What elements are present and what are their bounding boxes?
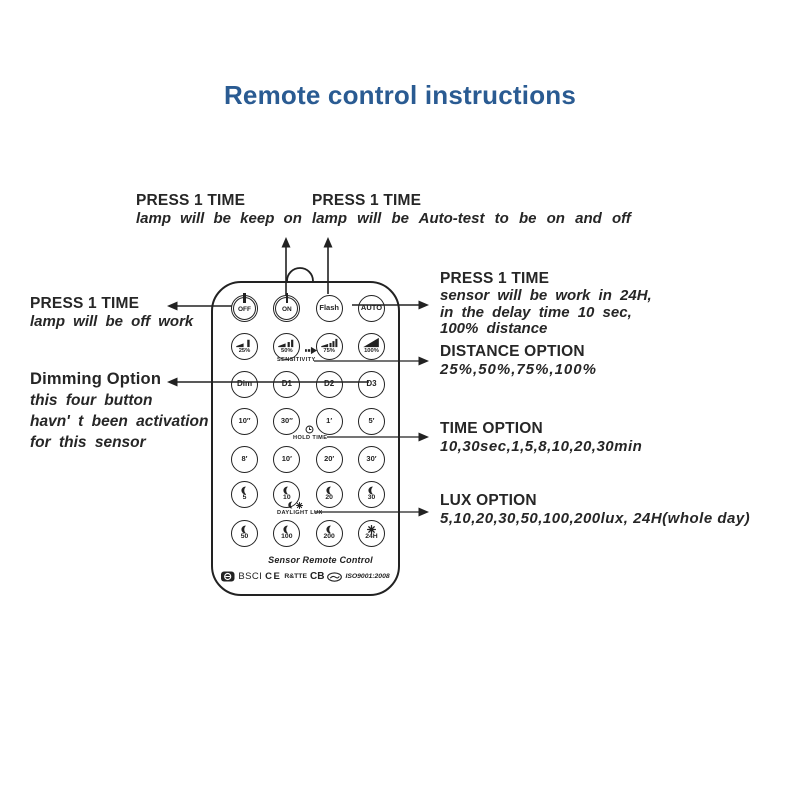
button-label: 30″	[280, 416, 293, 426]
annotation-heading: Dimming Option	[30, 370, 162, 388]
annotation-heading: TIME OPTION	[440, 420, 543, 437]
annotation-body-line: havn' t been activation	[30, 413, 209, 430]
button-label: 8′	[241, 454, 248, 464]
certification-row	[221, 571, 390, 582]
button-label: Dim	[236, 379, 253, 388]
signal-bars-3-icon	[321, 337, 338, 348]
button-label: 10″	[238, 416, 251, 426]
button-dim[interactable]	[231, 371, 258, 398]
button-sens-100[interactable]	[358, 333, 385, 360]
button-label: AUTO	[360, 303, 383, 313]
button-on[interactable]	[273, 295, 300, 322]
button-label: 1′	[326, 416, 333, 426]
button-label: 20′	[324, 454, 335, 464]
annotation-lamp-on	[136, 192, 302, 227]
button-time-10m[interactable]	[273, 446, 300, 473]
hold-time-label: HOLD TIME	[293, 435, 328, 441]
annotation-distance	[440, 343, 597, 378]
annotation-body: 25%,50%,75%,100%	[440, 361, 597, 378]
cb-mark: CB	[309, 571, 325, 582]
button-lux-50[interactable]	[231, 520, 258, 547]
annotation-heading: PRESS 1 TIME	[30, 295, 140, 312]
iso-mark: ISO9001:2008	[345, 573, 390, 580]
button-label: 200	[323, 533, 335, 541]
button-label: 25%	[238, 347, 251, 354]
button-label: 30	[367, 494, 376, 502]
button-label: ON	[281, 306, 292, 314]
annotation-body-line: 100% distance	[440, 320, 548, 337]
button-lux-20[interactable]	[316, 481, 343, 508]
button-row	[231, 295, 385, 322]
remote-control-illustration	[211, 281, 400, 596]
button-off[interactable]	[231, 295, 258, 322]
bsci-mark: BSCI	[238, 571, 263, 582]
button-flash[interactable]	[316, 295, 343, 322]
annotation-body: 10,30sec,1,5,8,10,20,30min	[440, 438, 643, 455]
tuv-logo-icon	[221, 571, 235, 582]
annotation-heading: LUX OPTION	[440, 492, 537, 509]
button-lux-5[interactable]	[231, 481, 258, 508]
annotation-time	[440, 420, 642, 455]
button-label: 50	[240, 533, 249, 541]
annotation-flash	[312, 192, 631, 227]
button-label: 5	[242, 494, 247, 502]
page-title: Remote control instructions	[223, 80, 577, 110]
button-label: 75%	[323, 347, 335, 354]
annotation-body: lamp will be Auto-test to be on and off	[312, 210, 631, 227]
button-time-1m[interactable]	[316, 408, 343, 435]
button-row	[231, 446, 385, 473]
button-auto[interactable]	[358, 295, 385, 322]
annotation-heading: DISTANCE OPTION	[440, 343, 585, 360]
button-time-8m[interactable]	[231, 446, 258, 473]
annotation-body-line: this four button	[30, 392, 153, 409]
remote-footer-label: Sensor Remote Control	[268, 555, 373, 565]
button-label: 10	[283, 494, 291, 502]
button-lux-24h[interactable]	[358, 520, 385, 547]
oval-logo-icon	[327, 572, 342, 582]
clock-icon	[305, 425, 314, 434]
button-label: 30′	[366, 454, 377, 464]
button-row	[231, 371, 385, 398]
power-icon	[243, 293, 246, 303]
button-time-5m[interactable]	[358, 408, 385, 435]
annotation-auto	[440, 270, 652, 338]
button-label: 10′	[281, 454, 292, 464]
button-sens-25[interactable]	[231, 333, 258, 360]
remote-top-notch	[287, 268, 313, 281]
sensitivity-arrow-icon	[305, 346, 318, 355]
button-time-20m[interactable]	[316, 446, 343, 473]
button-lux-200[interactable]	[316, 520, 343, 547]
sensitivity-label: SENSITIVITY	[277, 357, 316, 363]
button-label: 50%	[281, 347, 293, 354]
button-label: 100%	[364, 347, 379, 354]
annotation-body: lamp will be off work	[30, 313, 194, 330]
button-lux-30[interactable]	[358, 481, 385, 508]
button-label: 5′	[368, 416, 375, 426]
rtte-mark: R&TTE	[284, 573, 307, 580]
button-label: Flash	[319, 303, 339, 313]
annotation-body-line: in the delay time 10 sec,	[440, 303, 632, 321]
annotation-body: 5,10,20,30,50,100,200lux, 24H(whole day)	[440, 510, 751, 527]
button-sens-50[interactable]	[273, 333, 300, 360]
annotation-lux	[440, 492, 750, 527]
annotation-body-line: sensor will be work in 24H,	[440, 287, 652, 304]
power-icon	[286, 293, 289, 303]
annotation-body: lamp will be keep on	[136, 210, 302, 227]
button-label: D2	[324, 379, 335, 388]
ce-mark: CE	[265, 571, 282, 582]
signal-bars-2-icon	[278, 337, 295, 348]
moon-star-icon	[287, 501, 303, 509]
button-sens-75[interactable]	[316, 333, 343, 360]
button-time-30s[interactable]	[273, 408, 300, 435]
button-label: 20	[325, 494, 333, 502]
button-lux-100[interactable]	[273, 520, 300, 547]
button-time-30m[interactable]	[358, 446, 385, 473]
button-time-10s[interactable]	[231, 408, 258, 435]
button-label: D3	[366, 379, 377, 388]
button-label: 100	[281, 533, 293, 541]
annotation-lamp-off	[30, 295, 193, 330]
button-row	[231, 481, 385, 508]
button-d1[interactable]	[273, 371, 300, 398]
signal-wedge-icon	[363, 337, 380, 348]
annotation-heading: PRESS 1 TIME	[440, 270, 550, 287]
button-d2[interactable]	[316, 371, 343, 398]
signal-bars-1-icon	[236, 337, 253, 348]
button-label: D1	[281, 379, 292, 388]
button-row	[231, 520, 385, 547]
annotation-body-line: for this sensor	[30, 434, 146, 451]
button-d3[interactable]	[358, 371, 385, 398]
button-label: 24H	[365, 533, 378, 541]
button-label: OFF	[238, 306, 251, 314]
daylight-lux-label: DAYLIGHT LUX	[277, 510, 323, 516]
annotation-heading: PRESS 1 TIME	[136, 192, 246, 209]
annotation-dimming	[30, 369, 208, 453]
annotation-heading: PRESS 1 TIME	[312, 192, 422, 209]
